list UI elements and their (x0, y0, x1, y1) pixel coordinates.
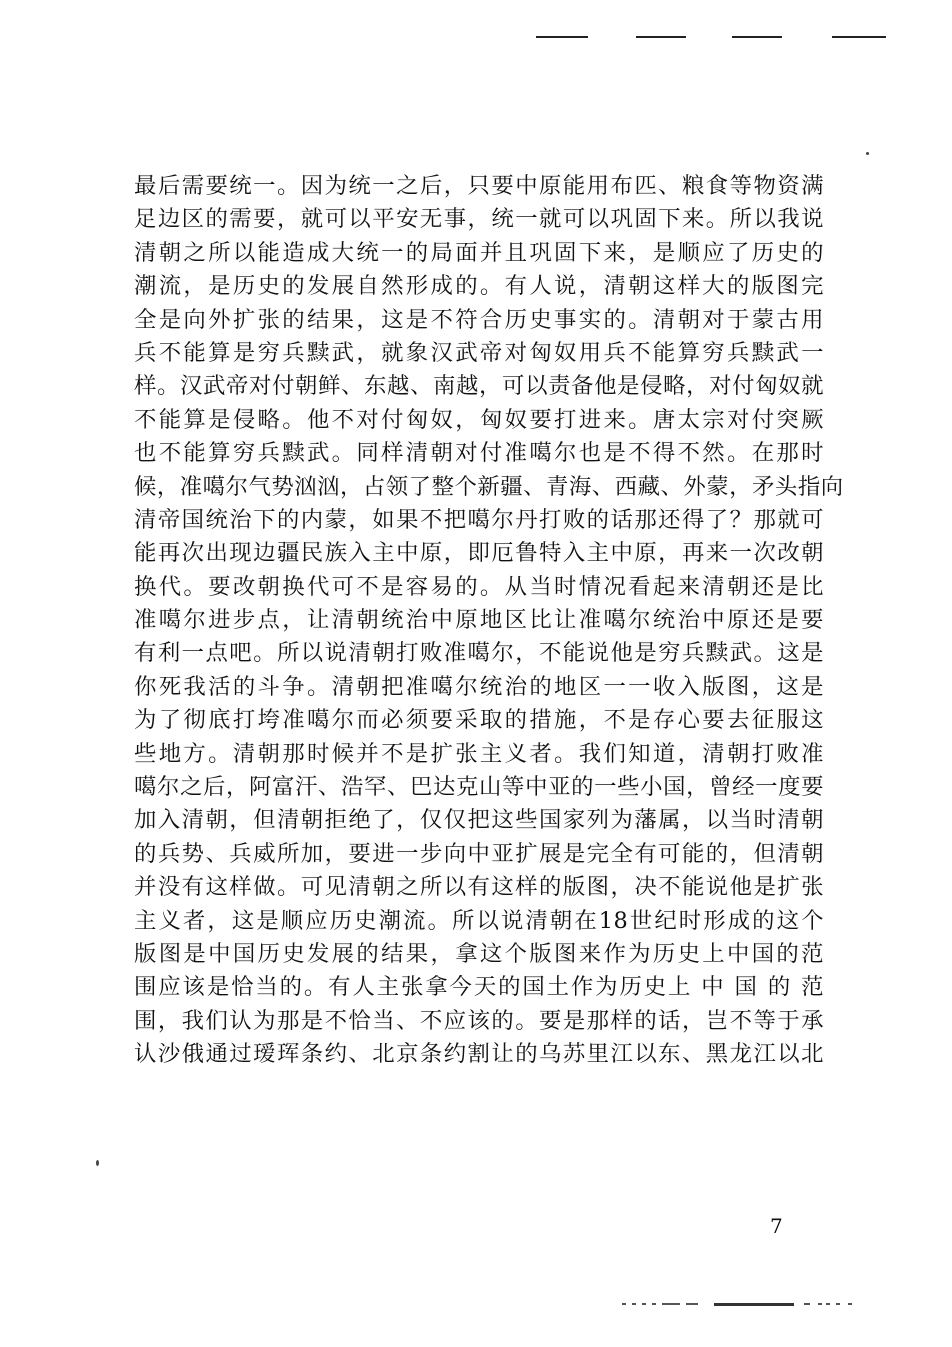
text-line: 噶尔之后，阿富汗、浩罕、巴达克山等中亚的一些小国，曾经一度要 (134, 774, 824, 801)
text-line: 清帝国统治下的内蒙，如果不把噶尔丹打败的话那还得了？那就可 (134, 506, 824, 533)
text-line: 主义者，这是顺应历史潮流。所以说清朝在18世纪时形成的这个 (134, 907, 824, 934)
text-line: 些地方。清朝那时候并不是扩张主义者。我们知道，清朝打败准 (134, 740, 824, 767)
scan-streak (632, 1303, 636, 1305)
body-text (134, 170, 844, 1072)
text-line: 围应该是恰当的。有人主张拿今天的国土作为历史上 中 国 的 范 (134, 974, 824, 1001)
scan-streak (818, 1303, 822, 1305)
text-line: 也不能算穷兵黩武。同样清朝对付准噶尔也是不得不然。在那时 (134, 440, 824, 467)
page-number: 7 (770, 1214, 783, 1238)
text-line: 认沙俄通过瑷珲条约、北京条约割让的乌苏里江以东、黑龙江以北 (134, 1041, 824, 1068)
text-line: 为了彻底打垮准噶尔而必须要采取的措施，不是存心要去征服这 (134, 707, 824, 734)
text-line: 样。汉武帝对付朝鲜、东越、南越，可以责备他是侵略，对付匈奴就 (134, 373, 824, 400)
scan-streak (848, 1303, 852, 1305)
text-line: 准噶尔进步点，让清朝统治中原地区比让准噶尔统治中原还是要 (134, 607, 824, 634)
text-line: 版图是中国历史发展的结果，拿这个版图来作为历史上中国的范 (134, 940, 824, 967)
text-line: 有利一点吧。所以说清朝打败准噶尔，不能说他是穷兵黩武。这是 (134, 640, 824, 667)
text-line: 并没有这样做。可见清朝之所以有这样的版图，决不能说他是扩张 (134, 874, 824, 901)
text-line: 不能算是侵略。他不对付匈奴，匈奴要打进来。唐太宗对付突厥 (134, 406, 824, 433)
scan-streak (714, 1303, 794, 1306)
header-rule (636, 36, 686, 38)
text-line: 的兵势、兵威所加，要进一步向中亚扩展是完全有可能的，但清朝 (134, 840, 824, 867)
text-line: 潮流，是历史的发展自然形成的。有人说，清朝这样大的版图完 (134, 273, 824, 300)
text-line: 清朝之所以能造成大统一的局面并且巩固下来，是顺应了历史的 (134, 239, 824, 266)
footer-scan-noise (622, 1303, 862, 1306)
scan-speck (96, 1160, 99, 1166)
text-line: 全是向外扩张的结果，这是不符合历史事实的。清朝对于蒙古用 (134, 306, 824, 333)
scan-streak (662, 1303, 680, 1305)
text-line: 最后需要统一。因为统一之后，只要中原能用布匹、粮食等物资满 (134, 173, 824, 199)
header-rule (732, 36, 782, 38)
scan-streak (622, 1303, 626, 1305)
scan-streak (686, 1303, 698, 1305)
text-line: 能再次出现边疆民族入主中原，即厄鲁特入主中原，再来一次改朝 (134, 540, 824, 567)
scan-streak (836, 1303, 840, 1305)
text-line: 候，准噶尔气势汹汹，占领了整个新疆、青海、西藏、外蒙，矛头指向 (134, 473, 844, 500)
scan-streak (652, 1303, 656, 1305)
scan-speck (866, 152, 869, 155)
header-rules (536, 36, 886, 40)
header-rule (536, 36, 588, 38)
text-line: 围，我们认为那是不恰当、不应该的。要是那样的话，岂不等于承 (134, 1007, 824, 1034)
text-line: 加入清朝，但清朝拒绝了，仅仅把这些国家列为藩属，以当时清朝 (134, 807, 824, 834)
scan-streak (642, 1303, 646, 1305)
scan-streak (804, 1303, 810, 1305)
text-line: 你死我活的斗争。清朝把准噶尔统治的地区一一收入版图，这是 (134, 673, 824, 700)
scan-streak (826, 1303, 830, 1305)
text-line: 兵不能算是穷兵黩武，就象汉武帝对匈奴用兵不能算穷兵黩武一 (134, 339, 824, 366)
text-line: 换代。要改朝换代可不是容易的。从当时情况看起来清朝还是比 (134, 573, 824, 600)
header-rule (832, 36, 886, 38)
text-line: 足边区的需要，就可以平安无事，统一就可以巩固下来。所以我说 (134, 206, 824, 233)
